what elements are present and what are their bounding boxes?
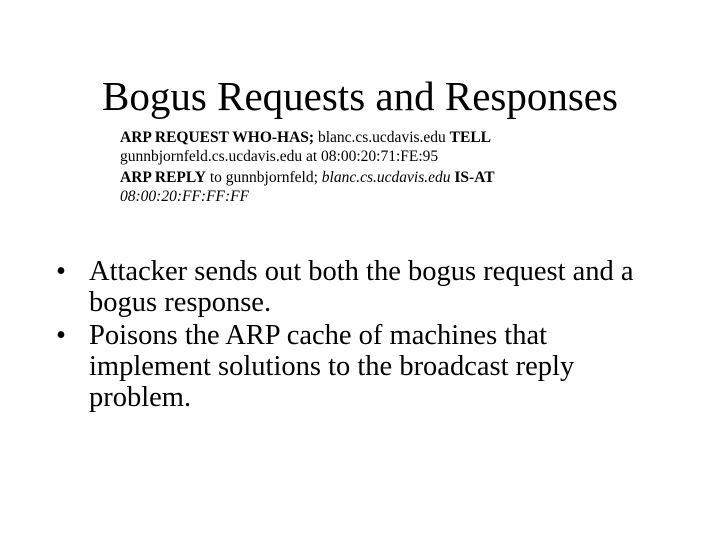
isat-keyword: IS-AT bbox=[454, 169, 495, 186]
request-line-1 bbox=[120, 128, 680, 147]
bullet-item bbox=[56, 256, 676, 318]
bullet-text: Attacker sends out both the bogus request and a bogus response. bbox=[89, 256, 634, 318]
request-sender-mac: 08:00:20:71:FE:95 bbox=[321, 148, 439, 165]
bullet-list bbox=[56, 256, 676, 415]
request-keyword: ARP REQUEST WHO-HAS; bbox=[120, 129, 315, 146]
reply-line-2 bbox=[120, 187, 680, 206]
request-sender-host: gunnbjornfeld.cs.ucdavis.edu bbox=[120, 148, 303, 165]
reply-claimed-host: blanc.cs.ucdavis.edu bbox=[321, 169, 451, 186]
request-line-2 bbox=[120, 147, 680, 166]
reply-line-1 bbox=[120, 168, 680, 187]
reply-to-text: to gunnbjornfeld; bbox=[209, 169, 318, 186]
reply-keyword: ARP REPLY bbox=[120, 169, 206, 186]
slide-title: Bogus Requests and Responses bbox=[102, 73, 618, 119]
bullet-text: Poisons the ARP cache of machines that implement solutions to the broadcast reply problem. bbox=[89, 320, 575, 413]
reply-claimed-mac: 08:00:20:FF:FF:FF bbox=[120, 188, 250, 205]
arp-packet-example bbox=[120, 128, 680, 206]
tell-keyword: TELL bbox=[449, 129, 492, 146]
bullet-icon: • bbox=[56, 256, 66, 287]
at-word: at bbox=[305, 148, 318, 165]
bullet-item bbox=[56, 320, 676, 413]
bullet-icon: • bbox=[56, 320, 66, 351]
request-target-host: blanc.cs.ucdavis.edu bbox=[317, 129, 446, 146]
